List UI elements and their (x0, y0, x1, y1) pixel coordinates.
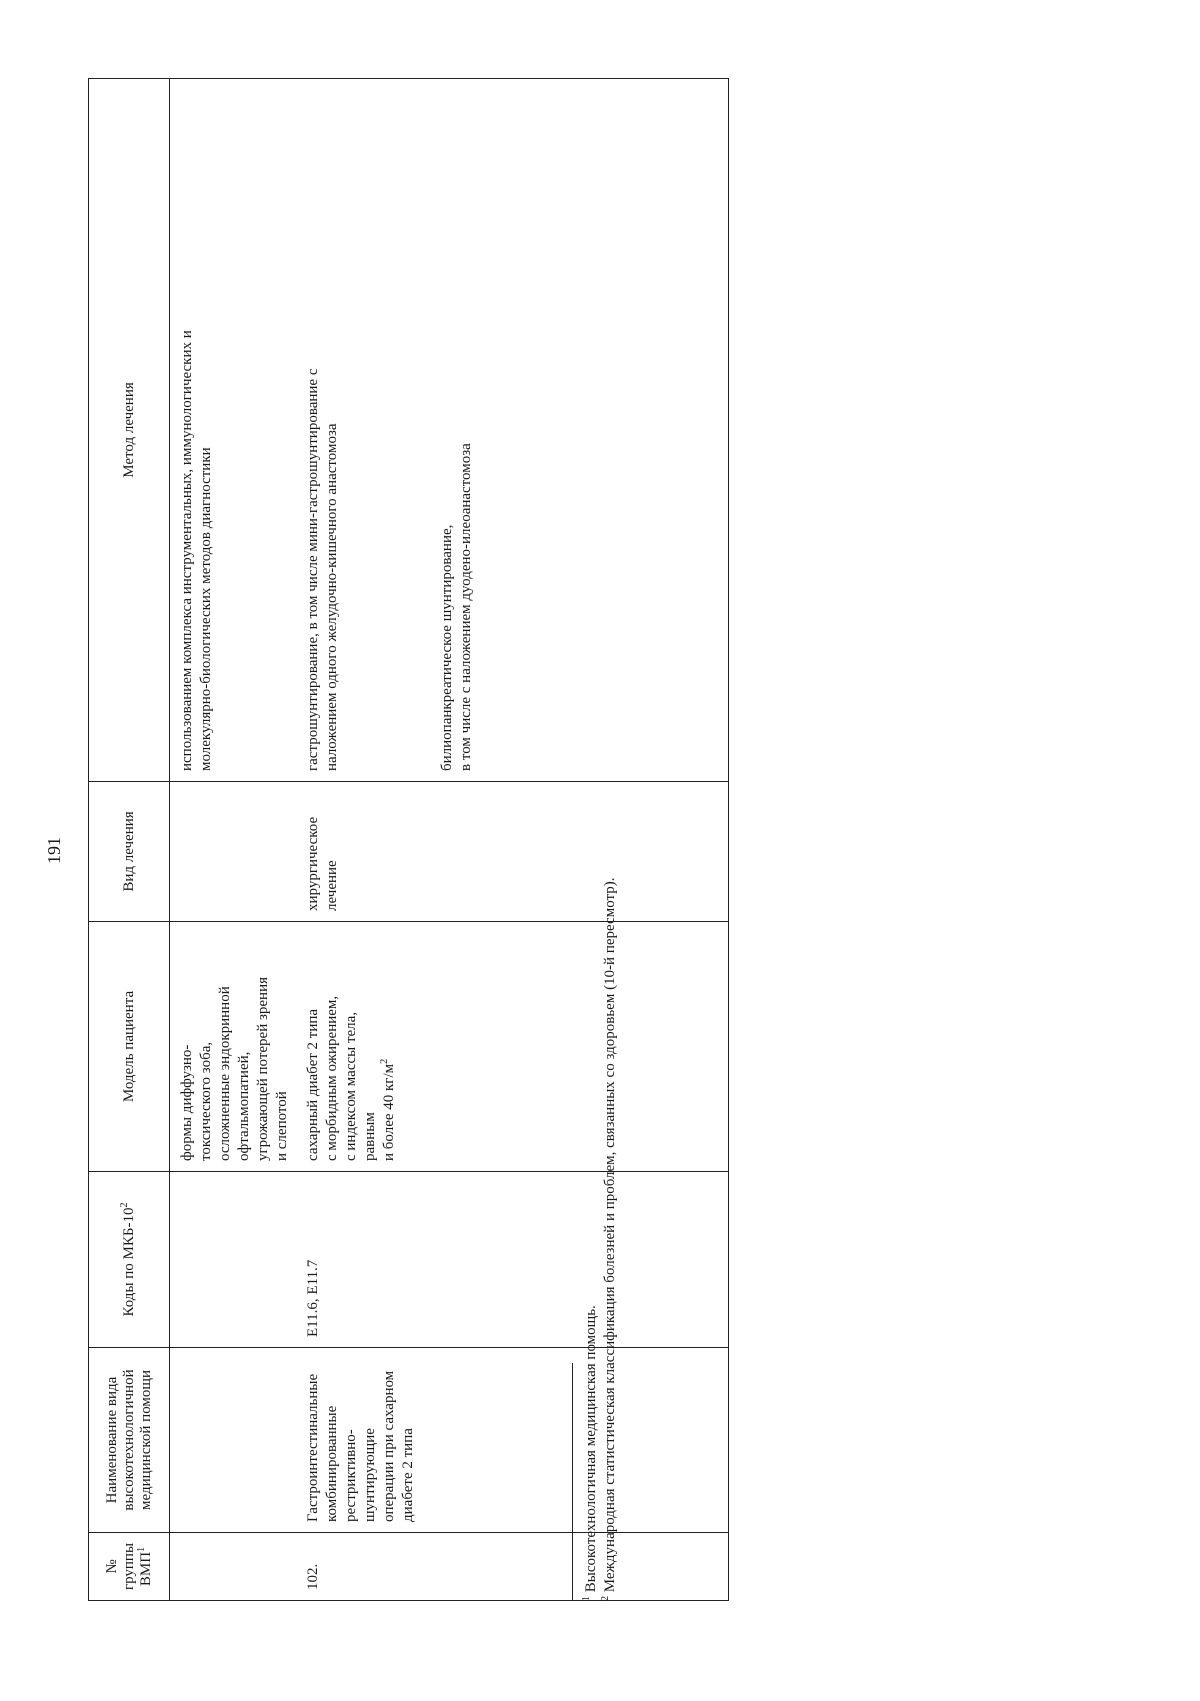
method-gastric-bypass: гастрошунтирование, в том числе мини-гастрошунтирование с наложением одного желудочно-кишечного анастомоза (305, 368, 340, 771)
cell-patient-model: сахарный диабет 2 типа с морбидным ожирением, с индексом массы тела, равным и более 40 $кг/м^2$ (296, 922, 729, 1172)
header-treatment-method: Метод лечения (89, 79, 170, 782)
table-row-102 (296, 79, 729, 1601)
cell-group-no: 102. (296, 1533, 729, 1601)
footnote-separator (572, 1363, 573, 1601)
table-row-continuation (170, 79, 297, 1601)
cell-treatment-method: использованием комплекса инструментальных, иммунологических и молекулярно-биологических методов диагностики (170, 79, 297, 782)
vmp-table (88, 78, 729, 1601)
table-header-row (89, 79, 170, 1601)
header-patient-model: Модель пациента (89, 922, 170, 1172)
cell-group-no (170, 1533, 297, 1601)
cell-care-type: Гастроинтестинальные комбинированные рестриктивно-шунтирующие операции при сахарном диабете 2 типа (296, 1348, 729, 1533)
header-treatment-type: Вид лечения (89, 782, 170, 922)
header-care-type: Наименование вида высокотехнологичной медицинской помощи (89, 1348, 170, 1533)
page-number: 191 (44, 837, 64, 864)
footnote-1: $^1$ Высокотехнологичная медицинская помощь. (581, 1305, 599, 1601)
footnote-2: $^2$ Международная статистическая классификация болезней и проблем, связанных со здоровьем (10-й пересмотр). (600, 877, 618, 1601)
cell-treatment-type: хирургическое лечение (296, 782, 729, 922)
footnotes (582, 878, 620, 1601)
cell-icd-codes: E11.6, E11.7 (296, 1172, 729, 1348)
cell-icd-codes (170, 1172, 297, 1348)
cell-care-type (170, 1348, 297, 1533)
cell-treatment-method (296, 79, 729, 782)
method-biliopancreatic-bypass: билиопанкреатическое шунтирование, в том числе с наложением дуодено-илеоанастомоза (439, 443, 474, 771)
cell-patient-model: формы диффузно- токсического зоба, осложненные эндокринной офтальмопатией, угрожающей потерей зрения и слепотой (170, 922, 297, 1172)
header-group-no: № группы ВМП$^1$ (89, 1533, 170, 1601)
cell-treatment-type (170, 782, 297, 922)
header-icd-codes: Коды по МКБ-$10^2$ (89, 1172, 170, 1348)
